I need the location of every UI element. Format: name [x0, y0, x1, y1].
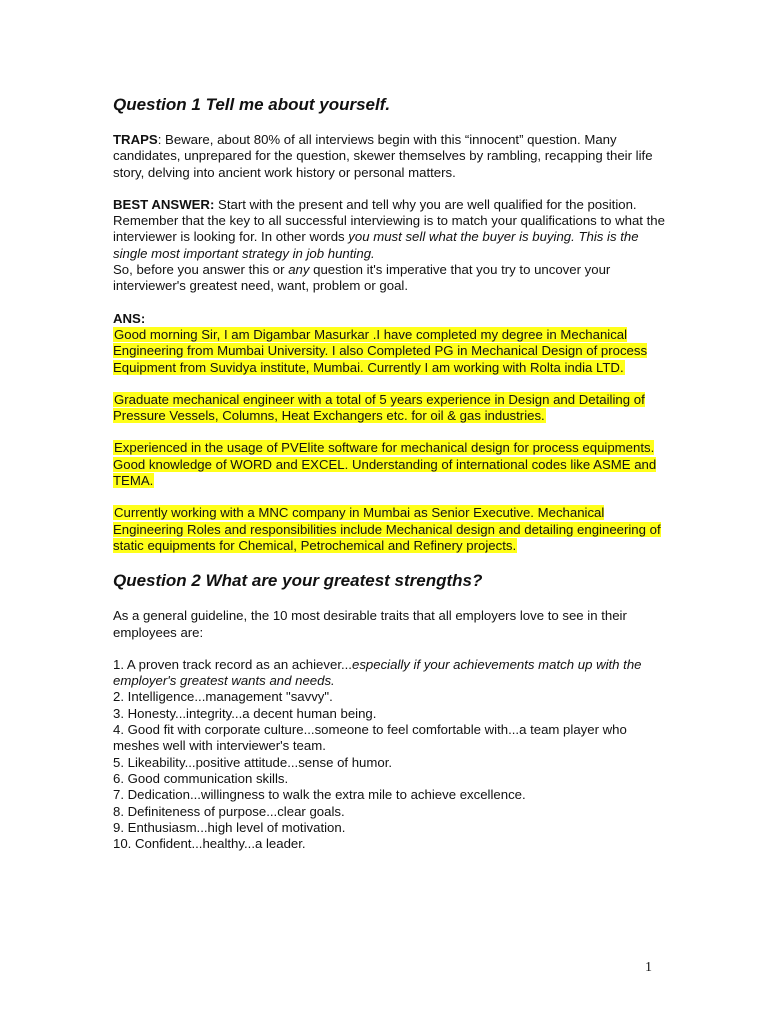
list-item: 9. Enthusiasm...high level of motivation. — [113, 819, 346, 835]
answer-paragraph-4 — [113, 505, 673, 554]
list-item — [113, 657, 673, 690]
question-2-heading — [113, 570, 673, 592]
list-item: 10. Confident...healthy...a leader. — [113, 836, 306, 852]
traits-intro: As a general guideline, the 10 most desirable traits that all employers love to see in their employees are: — [113, 608, 627, 640]
answer-text-1: Good morning Sir, I am Digambar Masurkar .I have completed my degree in Mechanical Engineering from Mumbai University. I also Completed PG in Mechanical Design of process Equipment from Suvidya institute, Mumbai. Currently I am working with Rolta india LTD. — [113, 326, 648, 375]
traps-paragraph — [113, 132, 673, 181]
traps-text: : Beware, about 80% of all interviews begin with this “innocent” question. Many candidates, unprepared for the question, skewer themselves by rambling, recapping their life story, delving into ancient work history or personal matters. — [113, 132, 653, 180]
answer-paragraph-1 — [113, 327, 673, 376]
list-item: 3. Honesty...integrity...a decent human being. — [113, 705, 377, 721]
best-answer-any: any — [288, 262, 310, 278]
answer-paragraph-2 — [113, 392, 673, 425]
traps-label: TRAPS — [113, 132, 158, 147]
list-item-1-text: 1. A proven track record as an achiever... — [113, 656, 352, 672]
question-2-title: What are your greatest strengths? — [205, 571, 483, 591]
best-answer-italic: you must sell what the buyer is buying. This is the single most important strategy in job hunting. — [113, 229, 639, 261]
list-item: 2. Intelligence...management "savvy". — [113, 689, 333, 705]
list-item-1-italic: especially if your achievements match up with the employer's greatest wants and needs. — [113, 656, 642, 689]
list-item: 5. Likeability...positive attitude...sense of humor. — [113, 754, 393, 770]
list-item: 6. Good communication skills. — [113, 770, 289, 786]
list-item: 4. Good fit with corporate culture...someone to feel comfortable with...a team player who meshes well with interviewer's team. — [113, 722, 627, 754]
best-answer-text: Start with the present and tell why you are well qualified for the position. Remember that the key to all successful interviewing is to match your qualifications to what the interviewer is looking for. In other words — [113, 196, 665, 245]
ans-label-line — [113, 311, 673, 327]
page-number: 1 — [645, 960, 652, 975]
list-item: 8. Definiteness of purpose...clear goals. — [113, 803, 345, 819]
best-answer-paragraph — [113, 197, 673, 295]
question-1-label: Question 1 — [113, 95, 201, 114]
answer-text-4: Currently working with a MNC company in Mumbai as Senior Executive. Mechanical Engineering Roles and responsibilities include Mechanical design and detailing engineering of static equipments for Chemical, Petrochemical and Refinery projects. — [113, 505, 661, 553]
best-answer-label: BEST ANSWER: — [113, 196, 215, 212]
answer-paragraph-3 — [113, 440, 673, 489]
answer-text-3: Experienced in the usage of PVElite software for mechanical design for process equipments. Good knowledge of WORD and EXCEL. Understanding of international codes like ASME and TEMA. — [113, 440, 657, 489]
ans-label: ANS: — [113, 310, 146, 326]
best-answer-text-2: So, before you answer this or — [113, 262, 289, 278]
best-answer-text-3: question it's imperative that you try to uncover your interviewer's greatest need, want, problem or goal. — [113, 262, 611, 294]
traits-list — [113, 657, 673, 853]
question-1-title: Tell me about yourself. — [205, 95, 391, 114]
document-content — [113, 94, 673, 852]
question-1-heading — [113, 94, 673, 116]
question-2-label: Question 2 — [113, 571, 201, 591]
list-item: 7. Dedication...willingness to walk the extra mile to achieve excellence. — [113, 787, 526, 803]
answer-text-2: Graduate mechanical engineer with a total of 5 years experience in Design and Detailing of Pressure Vessels, Columns, Heat Exchangers etc. for oil & gas industries. — [113, 391, 645, 424]
